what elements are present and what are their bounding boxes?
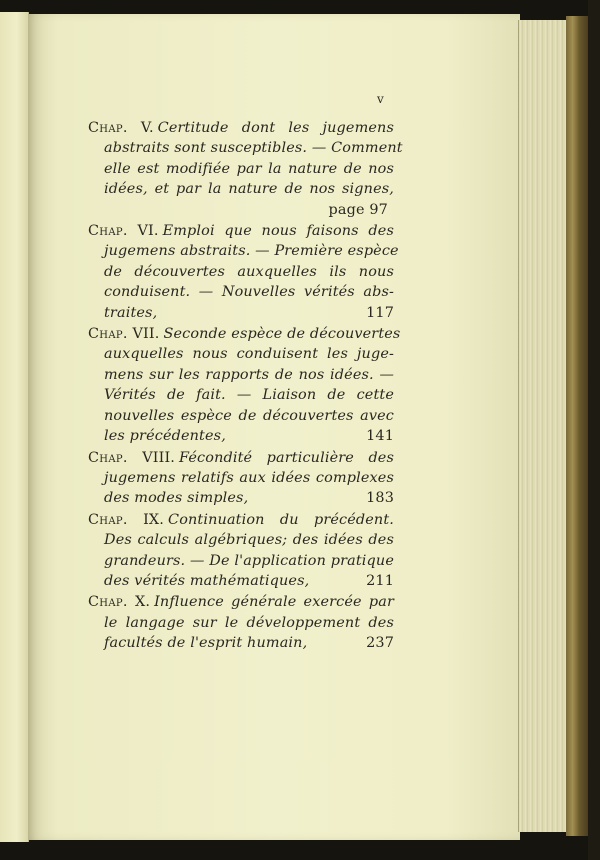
toc-line: elle est modifiée par la nature de nos	[104, 160, 394, 177]
toc-line: auxquelles nous conduisent les juge-	[104, 346, 394, 363]
toc-line	[88, 324, 401, 344]
chapter-title: Influence générale exercée par	[154, 594, 394, 611]
toc-line: de découvertes auxquelles ils nous	[104, 263, 394, 280]
page-number: 237	[366, 635, 394, 652]
toc-line	[88, 426, 394, 446]
page-number: 211	[366, 572, 394, 589]
toc-line	[88, 303, 394, 323]
page-number: 97	[369, 201, 388, 218]
toc-line: mens sur les rapports de nos idées. —	[104, 366, 394, 383]
toc-entry	[88, 324, 401, 446]
toc-line	[88, 221, 394, 241]
chapter-number: X.	[134, 594, 151, 611]
chapter-title: Emploi que nous faisons des	[162, 223, 394, 240]
chapter-number: VIII.	[142, 449, 176, 466]
chapter-label: Chap.	[88, 223, 128, 240]
chapter-title: les précédentes,	[104, 428, 226, 445]
toc-line	[88, 571, 394, 591]
chapter-title: Fécondité particulière des	[179, 449, 395, 466]
page-prefix: page	[328, 201, 365, 218]
toc-line	[88, 118, 394, 138]
chapter-label: Chap.	[88, 120, 128, 136]
chapter-title: des modes simples,	[104, 490, 249, 507]
toc-line: grandeurs. — De l'application pratique	[104, 552, 394, 569]
toc-line: nouvelles espèce de découvertes avec	[104, 407, 394, 424]
toc-line	[88, 592, 394, 612]
toc-line: jugemens relatifs aux idées complexes	[104, 469, 394, 486]
table-of-contents	[88, 118, 403, 655]
toc-line: jugemens abstraits. — Première espèce	[104, 243, 399, 260]
page-number: 117	[366, 304, 394, 321]
toc-line: Vérités de fait. — Liaison de cette	[104, 387, 394, 404]
chapter-number: VII.	[132, 326, 160, 343]
toc-line: Des calculs algébriques; des idées des	[104, 532, 394, 549]
page-number: 141	[366, 428, 394, 445]
chapter-number: VI.	[137, 223, 159, 240]
background-edge	[588, 0, 600, 860]
chapter-label: Chap.	[88, 326, 128, 343]
book-cover	[566, 16, 588, 836]
toc-entry	[88, 221, 399, 323]
toc-line: idées, et par la nature de nos signes,	[104, 181, 394, 198]
page-number: 183	[366, 490, 394, 507]
chapter-title: Continuation du précédent.	[168, 511, 394, 528]
toc-line	[88, 633, 394, 653]
chapter-title: facultés de l'esprit humain,	[104, 635, 308, 652]
page-edges	[518, 20, 567, 832]
chapter-label: Chap.	[88, 594, 128, 611]
toc-line: abstraits sont susceptibles. — Comment	[104, 140, 403, 157]
toc-entry	[88, 592, 394, 653]
toc-line: le langage sur le développement des	[104, 614, 394, 631]
toc-line	[88, 448, 394, 468]
toc-line: conduisent. — Nouvelles vérités abs-	[104, 284, 394, 301]
toc-line	[88, 488, 394, 508]
toc-entry	[88, 448, 394, 509]
chapter-title: traites,	[104, 304, 158, 321]
chapter-number: V.	[140, 120, 154, 136]
chapter-label: Chap.	[88, 511, 128, 528]
chapter-label: Chap.	[88, 449, 128, 466]
facing-page-edge	[0, 12, 29, 842]
toc-line	[88, 510, 394, 530]
signature-mark: v	[377, 92, 384, 106]
toc-entry	[88, 118, 403, 220]
page-reference	[88, 200, 394, 220]
chapter-title: Seconde espèce de découvertes	[163, 326, 401, 343]
chapter-title: des vérités mathématiques,	[104, 572, 310, 589]
toc-entry	[88, 510, 394, 592]
chapter-title: Certitude dont les jugemens	[157, 120, 394, 136]
chapter-number: IX.	[143, 511, 165, 528]
